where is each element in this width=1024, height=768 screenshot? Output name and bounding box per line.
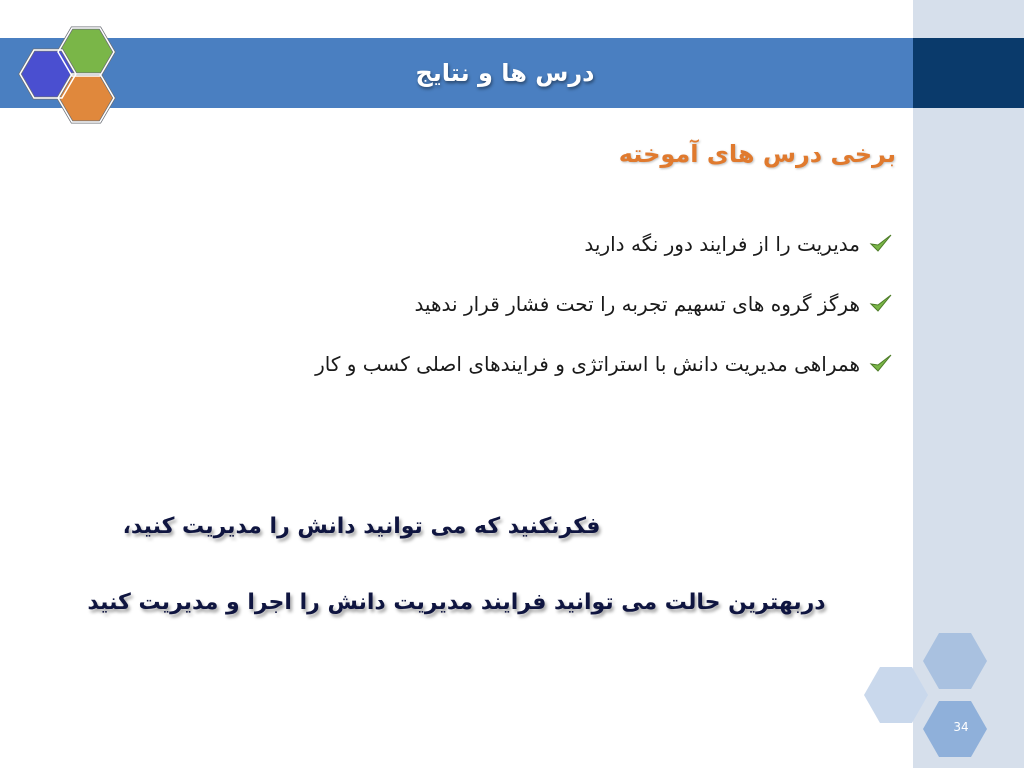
bullet-text: همراهی مدیریت دانش با استراتژی و فرایندهای اصلی کسب و کار (315, 352, 860, 376)
bullet-item (134, 214, 894, 274)
slide-title: درس ها و نتایج (415, 59, 595, 87)
decorative-hexagons (855, 625, 1005, 768)
bullet-text: هرگز گروه های تسهیم تجربه را تحت فشار قرار ندهید (414, 292, 860, 316)
bullet-item (134, 274, 894, 334)
quote-line-1: فکرنکنید که می توانید دانش را مدیریت کنید، (122, 514, 601, 539)
slide-subtitle: برخی درس های آموخته (618, 140, 896, 168)
checkmark-arrow-icon (868, 231, 894, 257)
bullet-item (134, 334, 894, 394)
quote-line-2: دربهترین حالت می توانید فرایند مدیریت دانش را اجرا و مدیریت کنید (87, 590, 826, 615)
bullet-text: مدیریت را از فرایند دور نگه دارید (584, 232, 860, 256)
slide-number: 34 (953, 720, 969, 734)
checkmark-arrow-icon (868, 351, 894, 377)
checkmark-arrow-icon (868, 291, 894, 317)
bullet-list (134, 214, 894, 394)
